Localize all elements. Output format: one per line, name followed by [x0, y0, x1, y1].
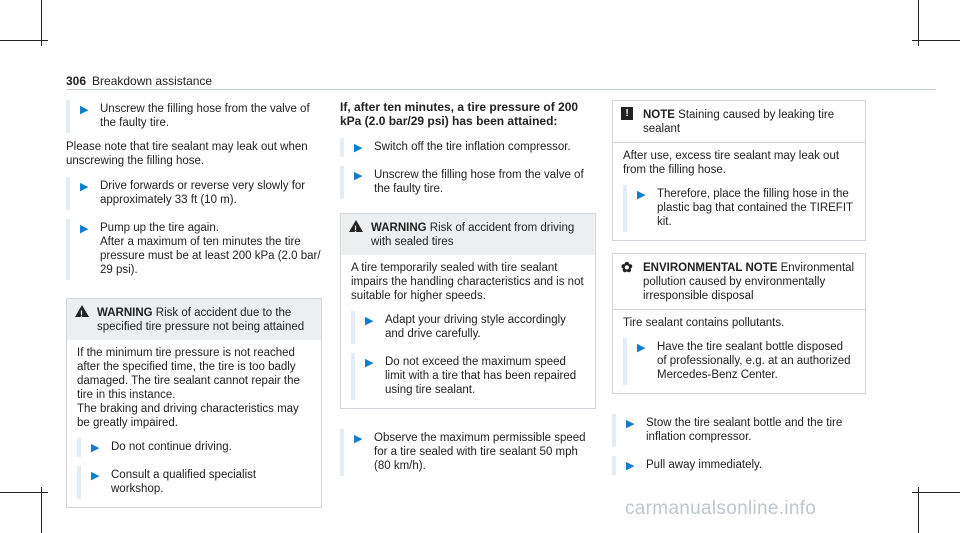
note-label: NOTE: [643, 109, 675, 121]
arrow-right-icon: ▶: [637, 342, 646, 354]
column-3: [612, 100, 866, 475]
environment-note-box: [612, 253, 866, 394]
step-item: ▶ Stow the tire sealant bottle and the tire inflation compressor.: [612, 414, 866, 447]
arrow-right-icon: ▶: [626, 418, 635, 430]
header-divider: [66, 89, 936, 90]
warning-triangle-icon: !: [349, 220, 363, 232]
section-title: Breakdown assistance: [92, 74, 213, 88]
crop-mark: [912, 40, 960, 41]
arrow-right-icon: ▶: [365, 315, 374, 327]
step-item: ▶ Drive forwards or reverse very slowly for approximately 33 ft (10 m).: [66, 177, 322, 210]
warning-title: Risk of accident due to the specified tire pressure not being attained: [97, 307, 305, 333]
arrow-right-icon: ▶: [80, 181, 89, 193]
warning-body: [67, 340, 321, 507]
warning-header: [341, 214, 595, 255]
step-item: ▶ Unscrew the filling hose from the valve of the faulty tire.: [66, 100, 322, 133]
arrow-right-icon: ▶: [91, 470, 100, 482]
crop-mark: [912, 492, 960, 493]
note-box: [612, 100, 866, 241]
step-item: ▶ Do not exceed the maximum speed limit with a tire that has been repaired using tire sealant.: [351, 353, 585, 400]
paragraph: Tire sealant contains pollutants.: [623, 317, 785, 329]
page-header: [66, 74, 212, 88]
step-item: ▶ Unscrew the filling hose from the valve of the faulty tire.: [340, 166, 596, 199]
section-heading: If, after ten minutes, a tire pressure of 200 kPa (2.0 bar/29 psi) has been attained:: [340, 100, 579, 128]
arrow-right-icon: ▶: [626, 460, 635, 472]
warning-label: WARNING: [97, 307, 153, 319]
arrow-right-icon: ▶: [365, 357, 374, 369]
warning-title: Risk of accident from driving with sealed tires: [371, 222, 575, 248]
arrow-right-icon: ▶: [91, 442, 100, 454]
step-item: ▶ Observe the maximum permissible speed for a tire sealed with tire sealant 50 mph (80 km/h).: [340, 429, 596, 476]
column-1: [66, 100, 322, 508]
step-item: ▶ Adapt your driving style accordingly and drive carefully.: [351, 311, 585, 344]
warning-triangle-icon: !: [75, 305, 89, 317]
crop-mark: [0, 40, 48, 41]
environment-note-body: [613, 309, 865, 393]
step-item: ▶ Consult a qualified specialist workshop.: [77, 466, 311, 499]
crop-mark: [41, 487, 42, 533]
arrow-right-icon: ▶: [80, 223, 89, 235]
note-body: [613, 142, 865, 240]
warning-label: WARNING: [371, 222, 427, 234]
step-item: ▶ Switch off the tire inflation compressor.: [340, 138, 596, 157]
page-number: 306: [66, 74, 87, 88]
paragraph: Please note that tire sealant may leak out when unscrewing the filling hose.: [66, 141, 308, 167]
step-item: ▶ Have the tire sealant bottle disposed of professionally, e.g. at an authorized Mercedes-Benz Center.: [623, 338, 855, 385]
note-exclamation-icon: !: [621, 107, 633, 120]
arrow-right-icon: ▶: [354, 433, 363, 445]
warning-body: [341, 255, 595, 408]
watermark: carmanualsonline.info: [625, 498, 817, 519]
paragraph: The braking and driving characteristics may be greatly impaired.: [77, 403, 299, 429]
note-title: Staining caused by leaking tire sealant: [643, 109, 835, 135]
environment-leaf-icon: ✿: [621, 259, 633, 275]
crop-mark: [918, 487, 919, 533]
step-item: ▶ Therefore, place the filling hose in the plastic bag that contained the TIREFIT kit.: [623, 185, 855, 232]
arrow-right-icon: ▶: [637, 189, 646, 201]
arrow-right-icon: ▶: [354, 142, 363, 154]
environment-note-header: [613, 254, 865, 309]
column-2: [340, 100, 596, 476]
step-item: ▶ Pull away immediately.: [612, 456, 866, 475]
warning-box: [66, 298, 322, 508]
paragraph: A tire temporarily sealed with tire sealant impairs the handling characteristics and is not suitable for higher speeds.: [351, 262, 584, 302]
crop-mark: [0, 492, 48, 493]
paragraph: After use, excess tire sealant may leak out from the filling hose.: [623, 150, 840, 176]
step-item: ▶ Pump up the tire again. After a maximum of ten minutes the tire pressure must be at least 200 kPa (2.0 bar/ 29 psi).: [66, 219, 322, 280]
warning-box: [340, 213, 596, 409]
environment-label: ENVIRONMENTAL NOTE: [643, 262, 778, 274]
paragraph: If the minimum tire pressure is not reached after the specified time, the tire is too badly damaged. The tire sealant cannot repair the tire in this instance.: [77, 347, 300, 401]
warning-header: [67, 299, 321, 340]
arrow-right-icon: ▶: [354, 170, 363, 182]
arrow-right-icon: ▶: [80, 104, 89, 116]
note-header: [613, 101, 865, 142]
step-item: ▶ Do not continue driving.: [77, 438, 311, 457]
environment-title: Environmental pollution caused by environmentally irresponsible disposal: [643, 262, 855, 302]
